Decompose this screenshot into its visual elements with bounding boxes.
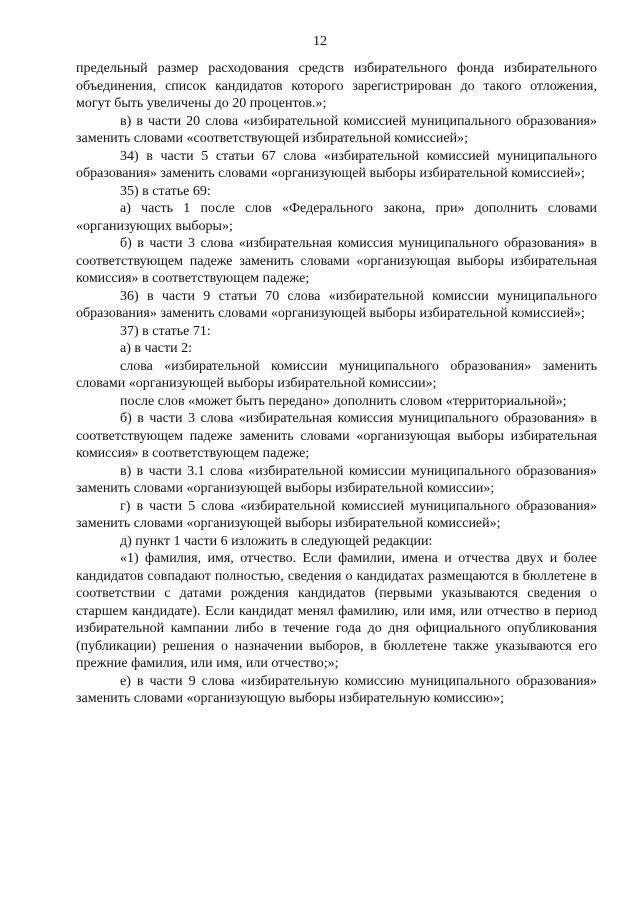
- paragraph: в) в части 20 слова «избирательной комиссией муниципального образования» заменить словами «соответствующей избирательной комиссией»;: [76, 113, 597, 146]
- paragraph: «1) фамилия, имя, отчество. Если фамилии, имена и отчества двух и более кандидатов совпадают полностью, сведения о кандидатах размещаются в бюллетене в соответствии с датами рождения кандидатов (первыми указываются сведения о старшем кандидате). Если кандидат менял фамилию, или имя, или отчество в период избирательной кампании либо в течение года до дня официального опубликования (публикации) решения о назначении выборов, в бюллетене также указываются его прежние фамилия, или имя, или отчество;»;: [76, 551, 597, 671]
- paragraph: б) в части 3 слова «избирательная комиссия муниципального образования» в соответствующем падеже заменить словами «организующая выборы избирательная комиссия» в соответствующем падеже;: [76, 236, 597, 286]
- paragraph: 37) в статье 71:: [120, 323, 211, 339]
- paragraph: а) часть 1 после слов «Федерального закона, при» дополнить словами «организующих выборы»;: [76, 201, 597, 234]
- paragraph: в) в части 3.1 слова «избирательной комиссии муниципального образования» заменить словами «организующей выборы избирательной комиссии»;: [76, 463, 597, 496]
- paragraph: е) в части 9 слова «избирательную комиссию муниципального образования» заменить словами «организующую выборы избирательную комиссию»;: [76, 673, 597, 706]
- paragraph: 34) в части 5 статьи 67 слова «избирательной комиссией муниципального образования» заменить словами «организующей выборы избирательной комиссией»;: [76, 148, 597, 181]
- paragraph: д) пункт 1 части 6 изложить в следующей редакции:: [120, 533, 433, 549]
- paragraph: предельный размер расходования средств избирательного фонда избирательного объединения, список кандидатов которого зарегистрирован до такого отложения, могут быть увеличены до 20 процентов.»;: [76, 61, 597, 111]
- paragraph: слова «избирательной комиссии муниципального образования» заменить словами «организующей выборы избирательной комиссии»;: [76, 358, 597, 391]
- paragraph: г) в части 5 слова «избирательной комиссией муниципального образования» заменить словами «организующей выборы избирательной комиссией»;: [76, 498, 597, 531]
- document-body: [76, 60, 597, 708]
- paragraph: б) в части 3 слова «избирательная комиссия муниципального образования» в соответствующем падеже заменить словами «организующая выборы избирательная комиссия» в соответствующем падеже;: [76, 411, 597, 461]
- paragraph: 36) в части 9 статьи 70 слова «избирательной комиссии муниципального образования» заменить словами «организующей выборы избирательной комиссией»;: [76, 288, 597, 321]
- paragraph: а) в части 2:: [120, 341, 192, 356]
- paragraph: 35) в статье 69:: [120, 183, 211, 199]
- paragraph: после слов «может быть передано» дополнить словом «территориальной»;: [120, 393, 567, 409]
- page-number: 12: [313, 34, 327, 49]
